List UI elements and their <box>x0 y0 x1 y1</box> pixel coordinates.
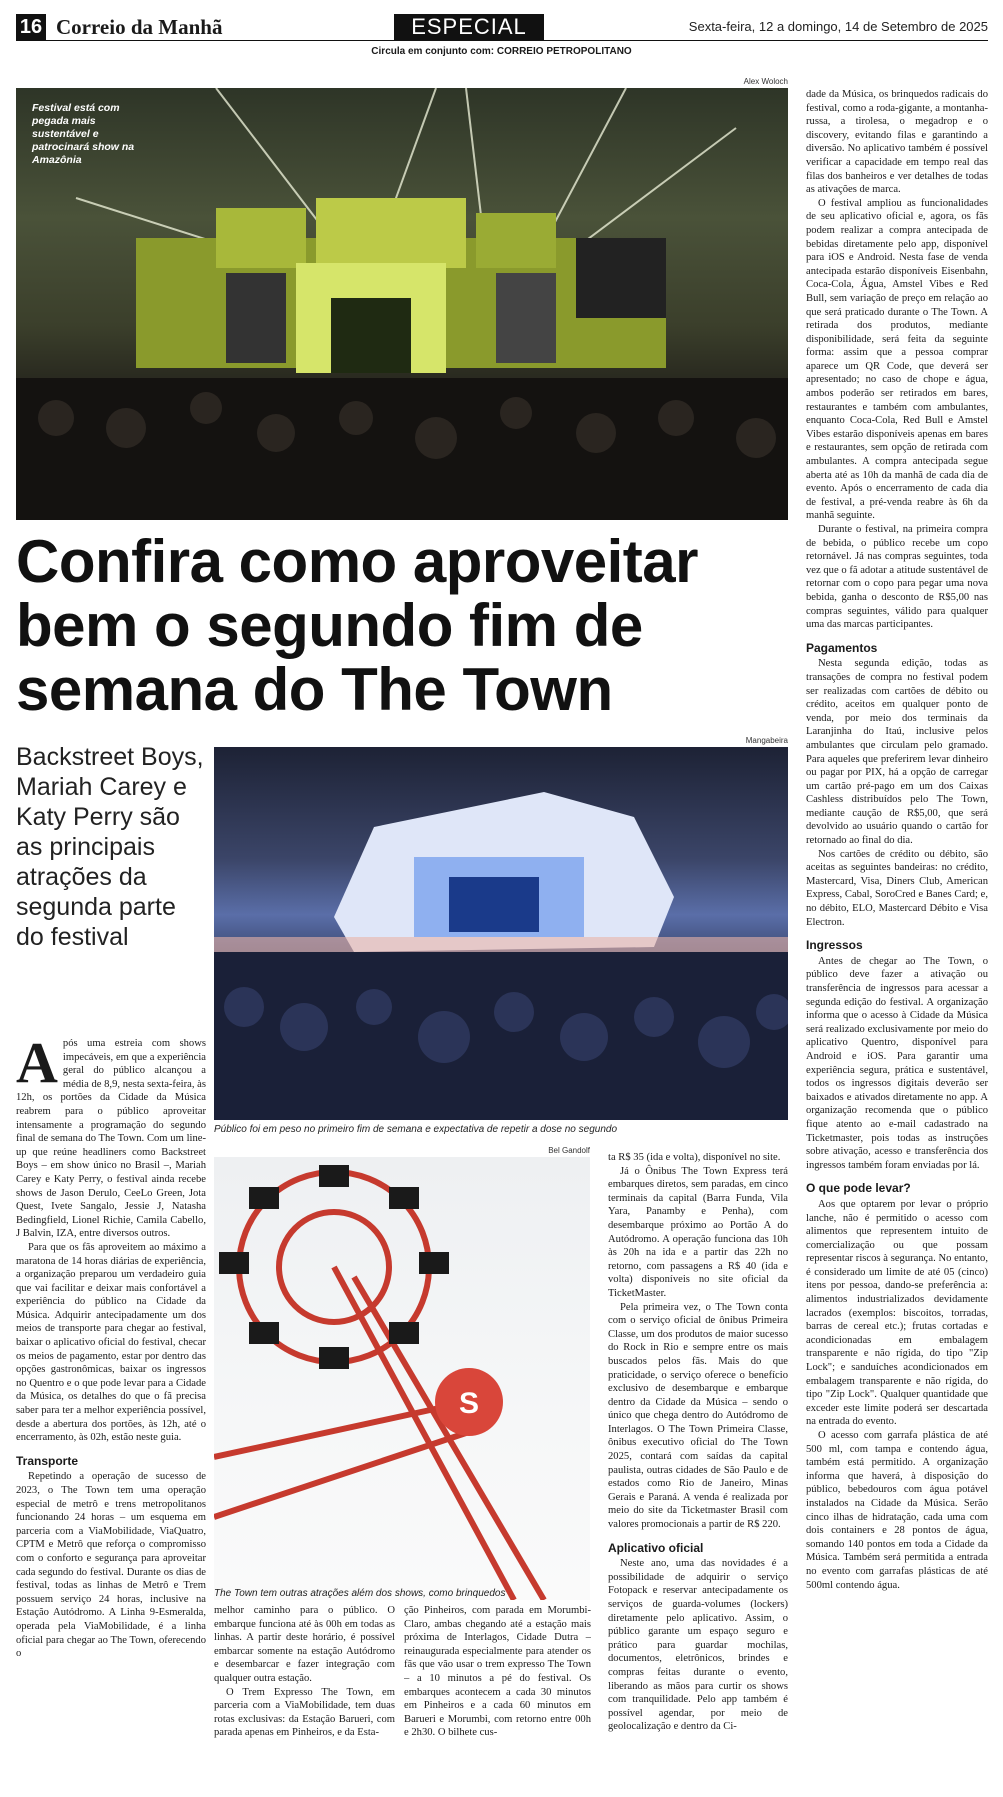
section-heading-aplicativo: Aplicativo oficial <box>608 1540 704 1555</box>
ride-illustration <box>214 1157 590 1600</box>
article-column-5 <box>806 88 988 1794</box>
paragraph: Pela primeira vez, o The Town conta com o serviço oficial de ônibus Primeira Classe, um dos produtos de maior sucesso do Rock in Rio e sempre entre os mais buscados pelos fãs. Mais do que praticidade, o serviço oferece o benefício exclusivo de desembarque e embarque dentro da Cidade da Música – sendo o único que chega dentro do Autódromo de Interlagos. O The Town Primeira Classe, ônibus executivo oficial do The Town 2025, contará com saídas da capital paulista, outras cidades de São Paulo e de estados como Rio de Janeiro, Minas Gerais e Paraná. A venda é realizada por meio do site da Ticketmaster Brasil com valores promocionais a partir de R$ 220. <box>608 1301 788 1531</box>
ride-photo <box>214 1157 590 1600</box>
photo-caption-3: The Town tem outras atrações além dos shows, como brinquedos <box>214 1588 506 1599</box>
section-tag: ESPECIAL <box>394 14 544 40</box>
paragraph: Antes de chegar ao The Town, o público deve fazer a ativação ou transferência de ingressos para acessar a segunda edição do festival. A organização informa que o acesso à Cidade da Música será realizado exclusivamente por meio do aplicativo Quentro, disponível para Android e iOS. Para garantir uma experiência segura, prática e sustentável, todos os ingressos digitais deverão ser baixados e ativados diretamente no app. A organização recomenda que o público fique atento ao e-mail cadastrado na Ticketmaster, pois todas as instruções sobre ativação, acesso e transferência dos ingressos também foram enviadas por lá. <box>806 955 988 1171</box>
masthead-rule <box>16 40 988 41</box>
article-column-3 <box>404 1604 591 1794</box>
stage-illustration-2 <box>214 747 788 1120</box>
photo-credit-3: Bel Gandolf <box>548 1146 590 1155</box>
svg-text:S: S <box>458 1387 480 1420</box>
photo-caption-2: Público foi em peso no primeiro fim de semana e expectativa de repetir a dose no segundo <box>214 1124 618 1135</box>
article-column-4 <box>608 1151 788 1795</box>
drop-cap: A <box>16 1037 58 1095</box>
circulation-note: Circula em conjunto com: CORREIO PETROPOLITANO <box>371 46 632 57</box>
section-heading-transporte: Transporte <box>16 1453 79 1468</box>
paragraph: ta R$ 35 (ida e volta), disponível no site. <box>608 1152 781 1163</box>
paragraph: pós uma estreia com shows impecáveis, em que a experiência geral do público alcançou a média de 8,9, nesta sexta-feira, às 12h, os portões da Cidade da Música reabrem para o público aproveitar intensamente a programação do segundo final de semana do The Town. Com um line-up que reúne headliners como Backstreet Boys – em show único no Brasil –, Mariah Carey e Katy Perry, o festival ainda recebe shows de Jason Derulo, CeeLo Green, Jota Quest, Ivete Sangalo, Jessie J, Natasha Bedingfield, Lionel Richie, Camila Cabello, J Balvin, IZA, entre diversos outros. <box>16 1038 206 1240</box>
photo-credit-2: Mangabeira <box>745 736 788 745</box>
paragraph: O festival ampliou as funcionalidades de seu aplicativo oficial e, agora, os fãs podem realizar a compra antecipada de bebidas diretamente pelo app, disponível para iOS e Android. Nesta fase de venda antecipada estarão disponíveis Eisenbahn, Coca-Cola, Água, Amstel Vibes e Red Bull, sem variação de preço em relação ao que será praticado durante o The Town. A retirada dos produtos, mediante disponibilidade, será feita da seguinte forma: assim que a pessoa comprar aparece um QR Code, que deverá ser apresentado; no caso de chope e água, ambos poderão ser retirados em bares, restaurantes e também com ambulantes, enquanto Coca-Cola, Red Bull e Amstel Vibes estarão disponíveis apenas em bares e restaurantes, sem opção de retirada com ambulantes. A compra antecipada segue aberta até as 10h da manhã de cada dia de evento. Após o encerramento de cada dia de festival, a pré-venda reabre às 6h da manhã seguinte. <box>806 197 988 522</box>
paragraph: O acesso com garrafa plástica de até 500 ml, com tampa e contendo água, também está permitido. A organização informa que haverá, à disposição do público, bebedouros com água potável instalados na Cidade da Música. Serão cinco ilhas de hidratação, cada uma com dois containers e 28 pontos de água, somando 140 pontos em toda a Cidade da Música. Também será permitida a entrada no evento com garrafas plásticas de até 500ml contendo água. <box>806 1430 988 1591</box>
paragraph: ção Pinheiros, com parada em Morumbi-Claro, ambas chegando até a estação mais próxima de Interlagos, Cidade Dutra – reinaugurada especialmente para atender os fãs que vão usar o trem expresso The Town – a 10 minutos a pé do festival. Os embarques acontecem a cada 30 minutos em Pinheiros e a cada 60 minutos em Barueri e Morumbi, com retorno entre 00h e 2h30. O bilhete cus- <box>404 1605 591 1739</box>
subhead: Backstreet Boys, Mariah Carey e Katy Perry são as principais atrações da segunda parte do festival <box>16 743 204 951</box>
paragraph: Neste ano, uma das novidades é a possibilidade de adquirir o serviço Fotopack e reservar antecipadamente os serviços de guarda-volumes (lockers) diretamente pelo aplicativo. Assim, o público garante um espaço seguro e prático para guardar mochilas, documentos, eletrônicos, brindes e compras feitas durante o evento, liberando as mãos para curtir os shows com tranquilidade. Pelo app também é possível agendar, por meio de geolocalização e dentro da Ci- <box>608 1558 788 1733</box>
paragraph: Repetindo a operação de sucesso de 2023, o The Town tem uma operação especial de metrô e trens metropolitanos funcionando 24 horas – um esquema em parceria com a ViaMobilidade, ViaQuatro, CPTM e Metrô que reforça o compromisso com o conforto e segurança para aproveitar cada segundo do festival. Durante os dias de festival, todas as linhas de Metrô e Trem possuem serviço 24 horas, inclusive na Estação Autódromo. A Linha 9-Esmeralda, operada pela ViaMobilidade, é a linha oficial para chegar ao The Town, oferecendo o <box>16 1471 206 1660</box>
paragraph: dade da Música, os brinquedos radicais do festival, como a roda-gigante, a montanha-russa, a tirolesa, o megadrop e o discovery, evitando filas e garantindo a diversão. No aplicativo também é possível verificar a capacidade em tempo real das filas dos banheiros e ver detalhes de todas as ativações de marca. <box>806 89 988 196</box>
section-heading-o-que-levar: O que pode levar? <box>806 1181 911 1196</box>
article-column-2 <box>214 1604 395 1794</box>
paragraph: Para que os fãs aproveitem ao máximo a maratona de 14 horas diárias de experiência, a organização preparou um verdadeiro guia que vai facilitar e deixar mais confortável a experiência do público na Cidade da Música. Adquirir antecipadamente um dos meios de transporte para chegar ao festival, baixar o aplicativo oficial do festival, checar os meios de pagamento, estar por dentro das opções gastronômicas, baixar os ingressos no Quentro e o que pode levar para a Cidade da Música, os detalhes do que o fã precisa saber para ter a melhor experiência possível, desde a abertura dos portões, às 12h, até o encerramento, às 02h, estão neste guia. <box>16 1241 206 1444</box>
photo-credit-1: Alex Woloch <box>743 77 788 86</box>
photo-overlay-text: Festival está com pegada mais sustentável e patrocinará show na Amazônia <box>32 102 135 166</box>
paragraph: Aos que optarem por levar o próprio lanche, não é permitido o acesso com alimentos que representem intuito de comercialização ou que possam representar riscos à segurança. No entanto, é considerado um limite de até 05 (cinco) itens por pessoa, dando-se preferência a: alimentos industrializados devidamente lacrados (exemplos: biscoitos, torradas, barras de cereal etc.); frutas cortadas e acondicionadas em embalagem transparente e não rígida, do tipo "Zip Lock"; e sanduíches acondicionados em embalagem transparente e não rígida, do tipo "Zip Lock". Qualquer quantidade que exceder este limite poderá ser descartada na entrada do evento. <box>806 1198 988 1428</box>
article-column-1 <box>16 1037 206 1787</box>
crowd-stage-photo <box>214 747 788 1120</box>
newspaper-name: Correio da Manhã <box>56 15 223 39</box>
festival-stage-photo <box>16 88 788 520</box>
paragraph: Nesta segunda edição, todas as transações de compra no festival podem ser realizadas com cartões de débito ou crédito, aceitos em qualquer ponto de venda, por meio dos terminais da Laranjinha do Itaú, inclusive pelos ambulantes que circulam pelo gramado. Para aqueles que preferirem levar dinheiro ou pagar por PIX, há a opção de carregar um cartão pré-pago em um dos Caixas Cashless distribuídos pelo The Town, mediante caução de R$5,00, que será devolvido ao usuário quando o cartão for retornado ao final do dia. <box>806 658 988 847</box>
section-heading-pagamentos: Pagamentos <box>806 640 878 655</box>
paragraph: Já o Ônibus The Town Express terá embarques diretos, sem paradas, em cinco terminais da capital (Barra Funda, Vila Yara, Panamby e Penha), com desembarque próximo ao Portão A do Autódromo. A operação funciona das 10h às 20h na ida e a partir das 22h no retorno, com passagens a R$ 40 (ida e volta) disponíveis no site oficial da TicketMaster. <box>608 1165 788 1299</box>
masthead <box>16 14 988 40</box>
page-number: 16 <box>16 14 46 40</box>
section-heading-ingressos: Ingressos <box>806 938 863 953</box>
paragraph: melhor caminho para o público. O embarque funciona até às 00h em todas as linhas. A partir deste horário, é possível embarcar somente na estação Autódromo e desembarcar e fazer integração com qualquer outra estação. <box>214 1605 395 1684</box>
paragraph: Durante o festival, na primeira compra de bebida, o público recebe um copo retornável. Já nas compras seguintes, toda vez que o fã adotar a atitude sustentável de retornar com o copo para pegar uma nova bebida, ganha o desconto de R$5,00 nas compras seguintes, válido para qualquer uma das marcas participantes. <box>806 524 988 631</box>
paragraph: Nos cartões de crédito ou débito, são aceitas as seguintes bandeiras: no crédito, Mastercard, Visa, Diners Club, American Express, Cabal, SoroCred e Banes Card; e, no débito, ELO, Mastercard Débito e Visa Electron. <box>806 848 988 928</box>
headline: Confira como aproveitar bem o segundo fim de semana do The Town <box>16 528 698 723</box>
paragraph: O Trem Expresso The Town, em parceria com a ViaMobilidade, tem duas rotas exclusivas: da Estação Barueri, com parada apenas em Pinheiros, e da Esta- <box>214 1686 395 1739</box>
issue-date: Sexta-feira, 12 a domingo, 14 de Setembro de 2025 <box>688 19 988 34</box>
